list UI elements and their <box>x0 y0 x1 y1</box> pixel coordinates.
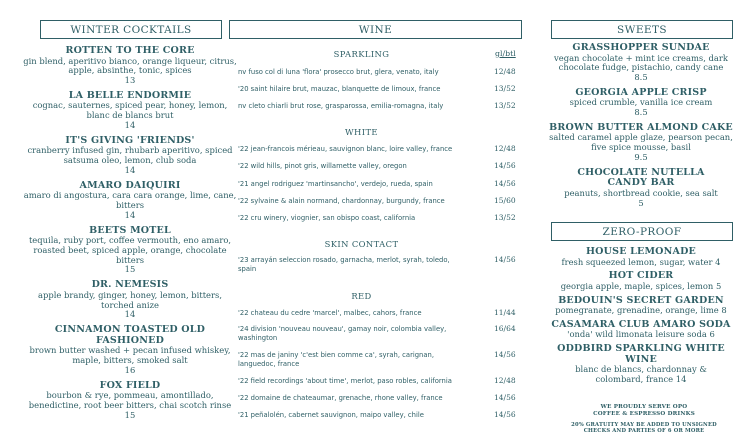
wine-price: 13/52 <box>494 84 516 93</box>
item-name: GEORGIA APPLE CRISP <box>575 86 707 98</box>
wine-section-red: RED <box>351 291 372 301</box>
wine-price: 16/64 <box>494 324 516 333</box>
menu-item <box>22 46 238 86</box>
item-name: FOX FIELD <box>99 379 161 391</box>
menu-item <box>547 320 735 340</box>
wine-name: '22 chateau du cedre 'marcel', malbec, cahors, france <box>238 309 422 317</box>
item-name: AMARO DAIQUIRI <box>79 179 181 191</box>
item-name: HOUSE LEMONADE <box>586 246 696 257</box>
item-name: CINNAMON TOASTED OLD FASHIONED <box>54 324 206 346</box>
item-desc: blanc de blancs, chardonnay & colombard, france 14 <box>575 364 707 384</box>
item-desc: amaro di angostura, cara cara orange, lime, cane, bitters <box>23 190 237 210</box>
item-name: BROWN BUTTER ALMOND CAKE <box>549 121 733 133</box>
item-desc: apple brandy, ginger, honey, lemon, bitters, torched anize <box>38 289 222 310</box>
menu-item <box>547 271 735 291</box>
wine-price: 12/48 <box>494 376 516 385</box>
item-desc: vegan chocolate + mint ice creams, dark chocolate fudge, pistachio, candy cane <box>554 52 728 73</box>
item-name: HOT CIDER <box>608 270 674 282</box>
wine-section-skin-contact: SKIN CONTACT <box>324 239 399 249</box>
zero-proof-header: ZERO-PROOF <box>551 222 733 241</box>
item-name: ROTTEN TO THE CORE <box>65 45 195 56</box>
item-price: 14 <box>124 164 136 175</box>
item-desc: bourbon & rye, pommeau, amontillado, benedictine, root beer bitters, chai scotch rinse <box>28 390 232 410</box>
item-desc: salted caramel apple glaze, pearson pecan, five spice mousse, basil <box>549 132 733 153</box>
cocktails-list <box>22 46 238 425</box>
footer-line-1: WE PROUDLY SERVE OPO <box>600 404 688 410</box>
sweets-header: SWEETS <box>551 20 733 39</box>
item-price: 9.5 <box>634 152 648 163</box>
menu-item <box>547 123 735 163</box>
menu-item <box>547 43 735 83</box>
wine-name: '21 peñalolén, cabernet sauvignon, maipo valley, chile <box>238 411 424 419</box>
wine-price: 13/52 <box>494 101 516 110</box>
menu-item <box>547 168 735 209</box>
wine-price: 12/48 <box>494 67 516 76</box>
menu-item <box>22 91 238 131</box>
item-name: CASAMARA CLUB AMARO SODA <box>551 318 731 330</box>
wine-name: '22 field recordings 'about time', merlot, paso robles, california <box>238 377 452 385</box>
menu-item <box>547 344 735 385</box>
wine-price: 14/56 <box>494 179 516 188</box>
item-price: 5 <box>638 197 644 208</box>
wine-name: '23 arrayán seleccion rosado, garnacha, merlot, syrah, toledo, spain <box>238 256 450 273</box>
wine-name: '20 saint hilaire brut, mauzac, blanquette de limoux, france <box>238 85 441 93</box>
wine-price: 13/52 <box>494 213 516 222</box>
menu-item <box>22 280 238 320</box>
footer-note <box>555 404 733 435</box>
wine-col-header: gl/btl <box>495 49 516 58</box>
wine-section-white: WHITE <box>345 127 378 137</box>
item-desc: 'onda' wild limonata leisure soda 6 <box>567 329 715 340</box>
wine-price: 14/56 <box>494 410 516 419</box>
item-price: 14 <box>124 209 136 220</box>
item-desc: peanuts, shortbread cookie, sea salt <box>564 187 718 198</box>
wine-price: 12/48 <box>494 144 516 153</box>
item-price: 15 <box>124 409 136 420</box>
wine-price: 14/56 <box>494 161 516 170</box>
item-price: 13 <box>124 75 136 86</box>
item-name: GRASSHOPPER SUNDAE <box>572 42 710 53</box>
sweets-list <box>547 43 735 213</box>
wine-header: WINE <box>229 20 522 39</box>
menu-item <box>22 325 238 375</box>
wine-name: '24 division 'nouveau nouveau', gamay noir, colombia valley, washington <box>238 325 447 342</box>
wine-name: '22 jean-francois mérieau, sauvignon blanc, loire valley, france <box>238 145 453 153</box>
wine-section-sparkling: SPARKLING <box>333 49 390 59</box>
footer-line-3: 20% GRATUITY MAY BE ADDED TO UNSIGNED CHECKS AND PARTIES OF 6 OR MORE <box>571 422 717 435</box>
menu-item <box>547 296 735 316</box>
item-name: IT'S GIVING 'FRIENDS' <box>65 134 195 146</box>
item-name: LA BELLE ENDORMIE <box>68 89 192 101</box>
wine-price: 14/56 <box>494 255 516 264</box>
item-desc: tequila, ruby port, coffee vermouth, eno amaro, roasted beet, spiced apple, orange, chocolate bitters <box>28 235 232 265</box>
item-name: DR. NEMESIS <box>91 279 169 291</box>
wine-name: '22 sylvaine & alain normand, chardonnay, burgundy, france <box>238 197 445 205</box>
item-price: 14 <box>124 119 136 130</box>
wine-price: 14/56 <box>494 350 516 359</box>
wine-name: '22 domaine de chateaumar, grenache, rhone valley, france <box>238 394 443 402</box>
footer-line-2: COFFEE & ESPRESSO DRINKS <box>593 411 695 417</box>
wine-price: 15/60 <box>494 196 516 205</box>
menu-item <box>547 247 735 267</box>
menu-item <box>22 381 238 421</box>
item-desc: georgia apple, maple, spices, lemon 5 <box>560 280 722 291</box>
wine-name: nv fuso col di luna 'flora' prosecco brut, glera, venato, italy <box>238 68 439 76</box>
wine-name: nv cleto chiarli brut rose, grasparossa, emilia-romagna, italy <box>238 102 444 110</box>
wine-name: '22 cru winery, viognier, san obispo coast, california <box>238 214 416 222</box>
item-name: BEDOUIN'S SECRET GARDEN <box>558 294 724 306</box>
cocktails-header: WINTER COCKTAILS <box>40 20 222 39</box>
item-price: 16 <box>124 364 136 375</box>
item-desc: fresh squeezed lemon, sugar, water 4 <box>561 256 721 267</box>
item-desc: gin blend, aperitivo bianco, orange liqueur, citrus, apple, absinthe, tonic, spices <box>23 55 237 76</box>
item-desc: cognac, sauternes, spiced pear, honey, lemon, blanc de blancs brut <box>32 100 228 121</box>
item-name: CHOCOLATE NUTELLA CANDY BAR <box>577 166 705 189</box>
item-price: 8.5 <box>634 72 648 83</box>
item-desc: brown butter washed + pecan infused whiskey, maple, bitters, smoked salt <box>29 345 231 365</box>
wine-name: '22 wild hills, pinot gris, willamette valley, oregon <box>238 162 407 170</box>
item-name: ODDBIRD SPARKLING WHITE WINE <box>557 343 725 365</box>
item-price: 14 <box>124 309 136 320</box>
wine-name: '21 angel rodriguez 'martinsancho', verdejo, rueda, spain <box>238 180 433 188</box>
item-price: 8.5 <box>634 107 648 118</box>
menu-item <box>547 88 735 118</box>
zero-proof-list <box>547 247 735 389</box>
wine-price: 11/44 <box>494 308 516 317</box>
wine-price: 14/56 <box>494 393 516 402</box>
menu-item <box>22 226 238 276</box>
item-desc: cranberry infused gin, rhubarb aperitivo, spiced satsuma oleo, lemon, club soda <box>27 145 233 166</box>
item-price: 15 <box>124 264 136 275</box>
menu-item <box>22 136 238 176</box>
item-desc: pomegranate, grenadine, orange, lime 8 <box>555 305 727 316</box>
wine-name: '22 mas de janiny 'c'est bien comme ca', syrah, carignan, languedoc, france <box>238 351 435 368</box>
menu-item <box>22 181 238 221</box>
item-desc: spiced crumble, vanilla ice cream <box>569 97 713 108</box>
item-name: BEETS MOTEL <box>89 224 171 236</box>
